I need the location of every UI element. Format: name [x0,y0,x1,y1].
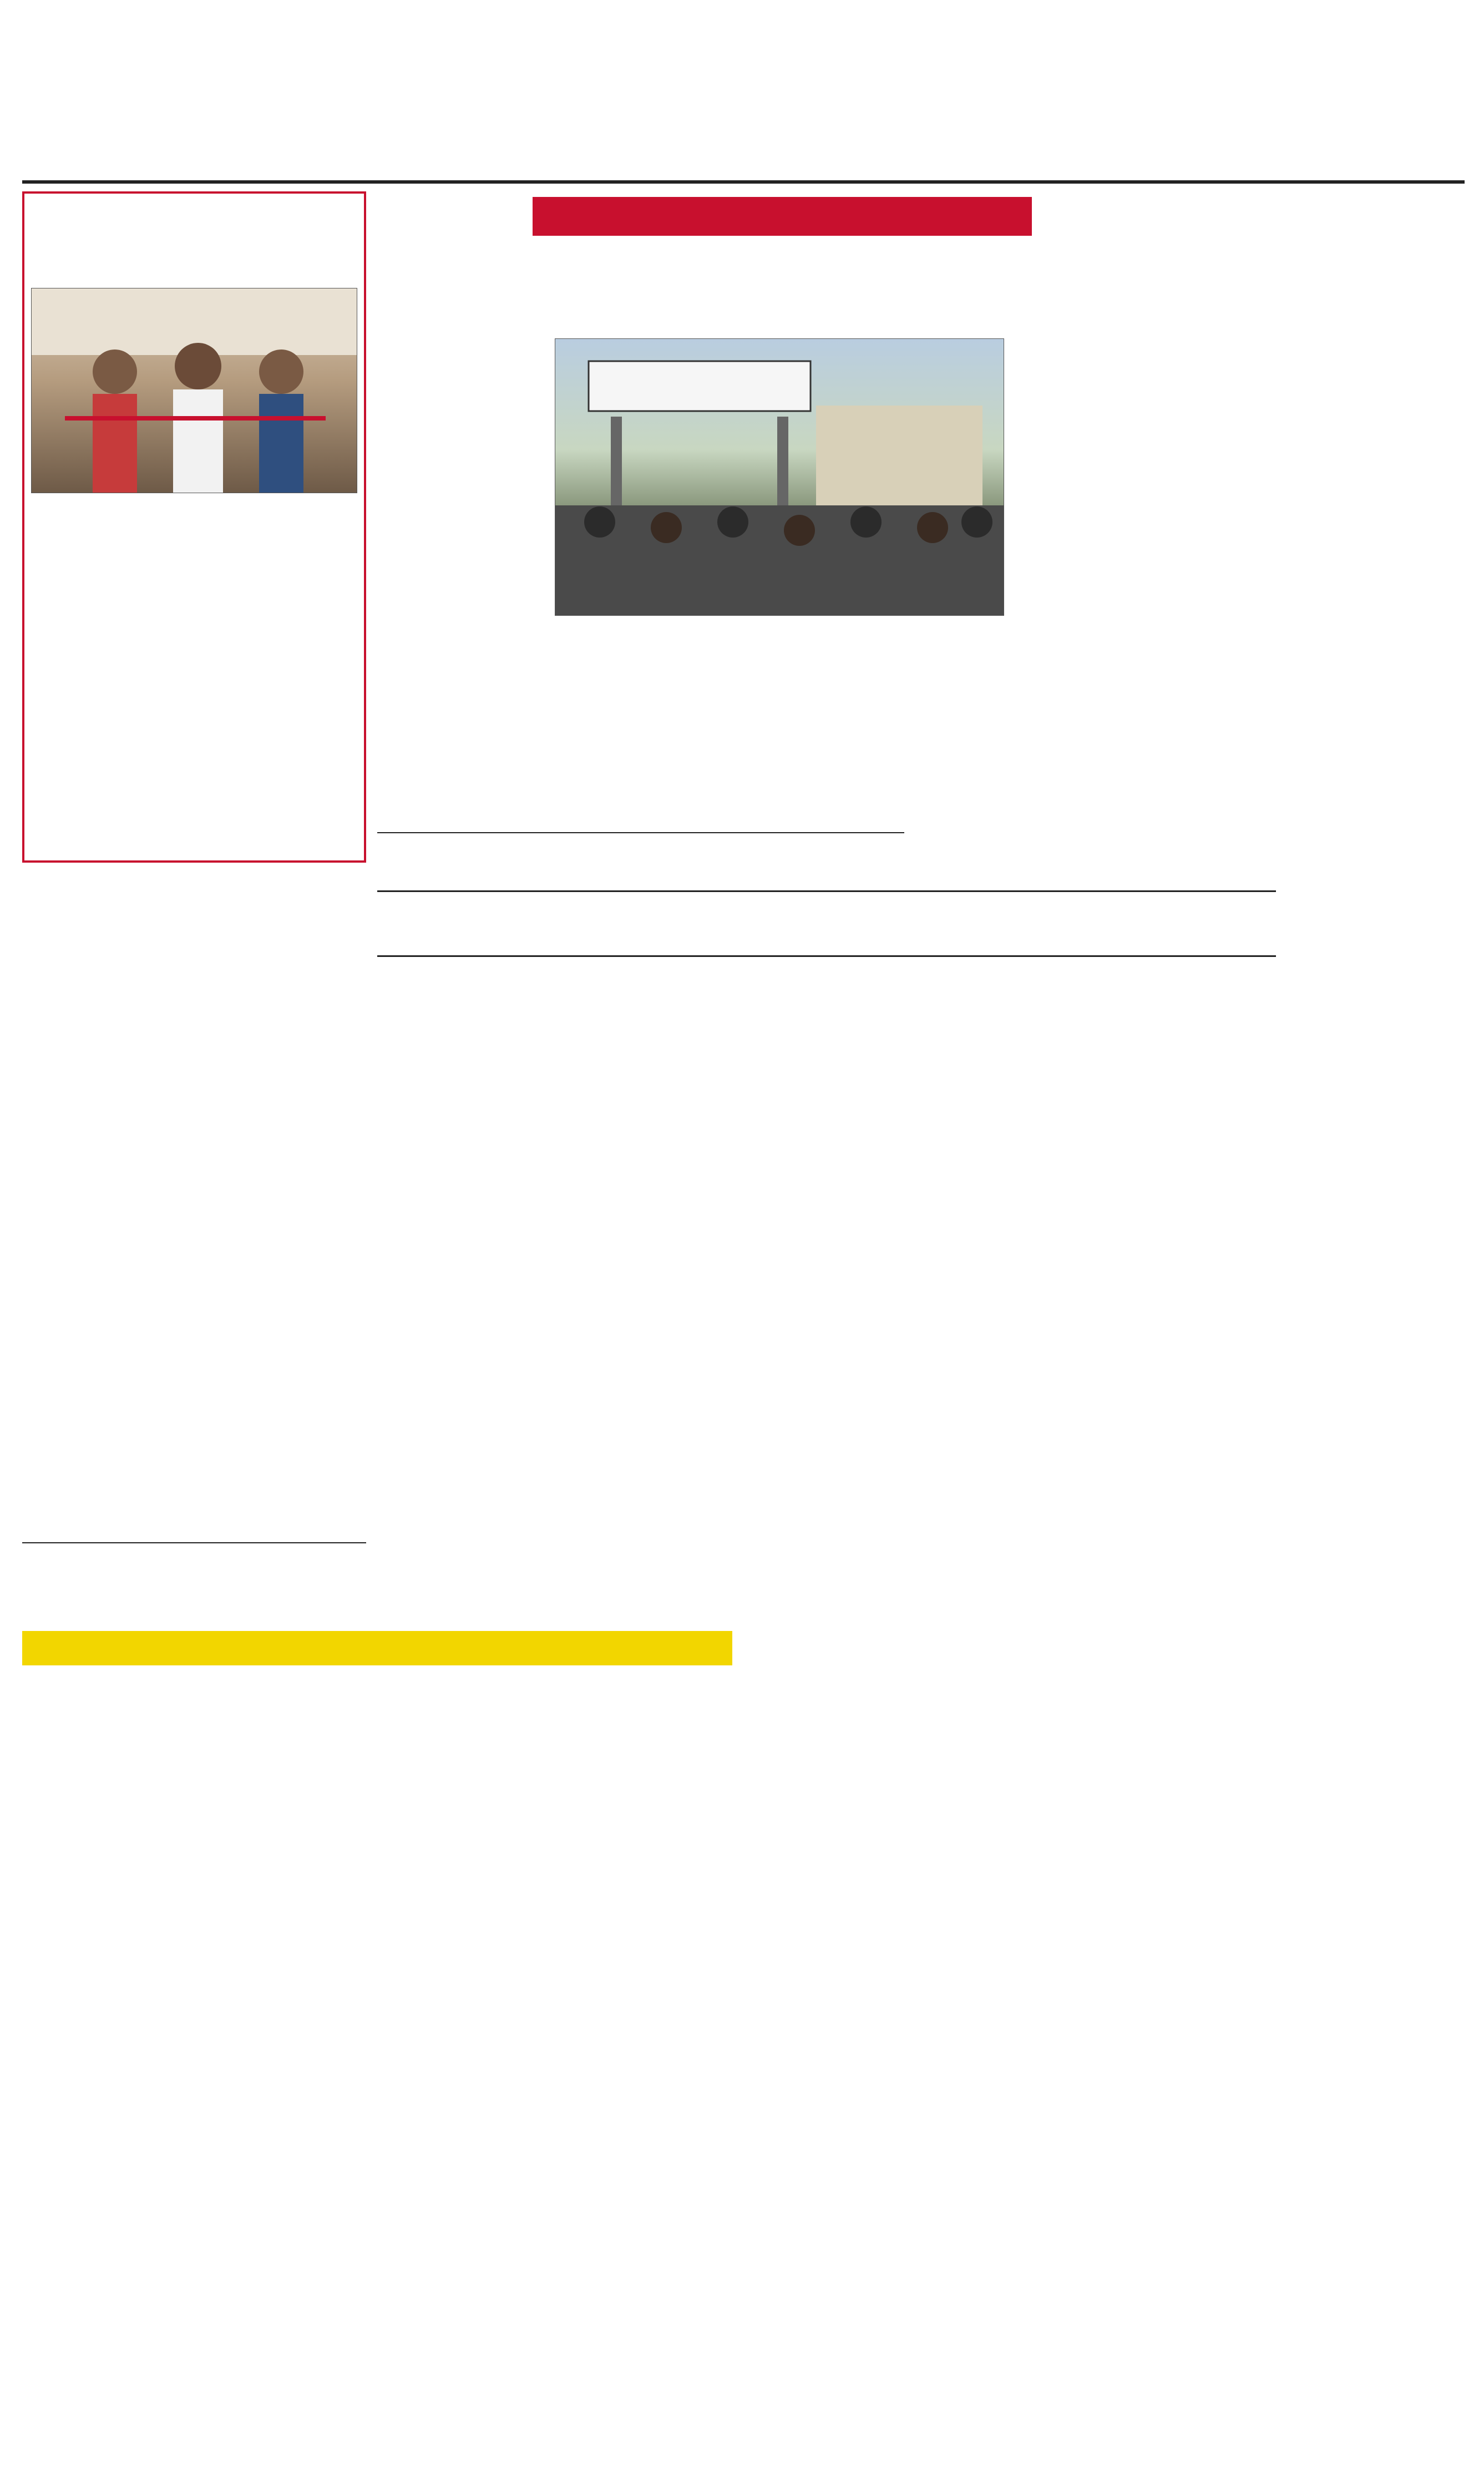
paper-name [1220,143,1465,168]
school-sign-text [594,369,805,392]
photo-barta-inauguration [31,288,357,493]
date-left [105,136,549,161]
text-main-col2 [555,621,693,832]
section-title [555,111,932,178]
text-main-col5 [1015,338,1276,760]
headline-main [377,239,1276,333]
text-main-col1 [377,338,544,693]
divider-left [22,1542,366,1543]
headline-barta [31,200,357,283]
headline-death [22,1548,366,1625]
banner-mandia [533,197,1032,236]
masthead-rule [22,180,1465,184]
headline-giribala [377,890,1276,957]
text-barta [31,504,357,854]
text-main-col3 [705,621,849,832]
date-right [1087,114,1465,139]
photo-icon [32,288,357,493]
headline-court-text [22,871,366,882]
news-box-barta [22,191,366,863]
school-estd-text [594,392,805,408]
masthead [0,0,1484,189]
page-number [22,119,105,172]
headline-court [22,871,366,999]
headline-festival [377,838,904,888]
text-court [22,1004,366,1537]
headline-kali [915,771,1276,849]
photo-school-protest [555,338,1004,616]
banner-shiksha [22,1631,732,1665]
divider-festival [377,832,904,833]
text-death [22,1673,732,1856]
